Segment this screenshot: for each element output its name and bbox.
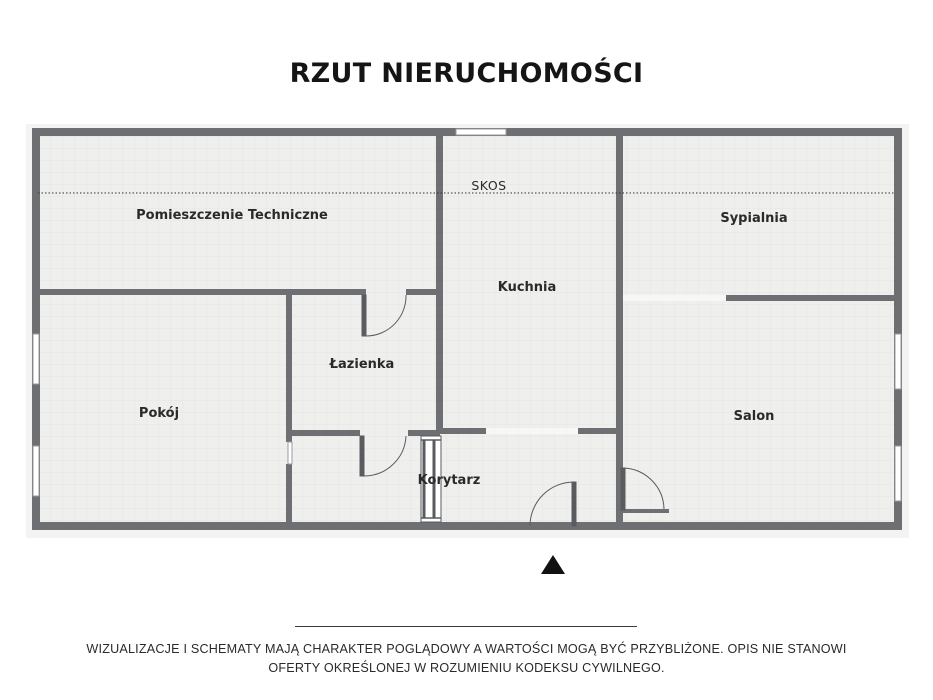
room-label-pokoj: Pokój [138,406,180,421]
page-title: RZUT NIERUCHOMOŚCI [289,58,644,89]
disclaimer [30,640,903,678]
room-label-kitchen: Kuchnia [497,280,557,295]
window-kitchen [456,129,506,135]
room-label-bedroom: Sypialnia [720,211,788,226]
window-salon-1 [895,334,901,389]
room-label-bathroom: Łazienka [329,357,395,372]
disclaimer-line-1: WIZUALIZACJE I SCHEMATY MAJĄ CHARAKTER POGLĄDOWY A WARTOŚCI MOGĄ BYĆ PRZYBLIŻONE. OPIS NIE STANOWI [86,642,847,656]
skos-label: SKOS [471,178,507,193]
floor-plan-drawing [26,124,909,538]
window-salon-2 [895,446,901,501]
opening-pokoj [288,442,292,464]
disclaimer-line-2: OFERTY OKREŚLONEJ W ROZUMIENIU KODEKSU CYWILNEGO. [268,661,665,675]
window-pokoj-1 [33,334,39,384]
divider [295,626,637,627]
window-pokoj-2 [33,446,39,496]
room-label-technical: Pomieszczenie Techniczne [136,208,328,223]
floor-plan [26,124,909,538]
room-label-salon: Salon [733,409,775,424]
room-label-corridor: Korytarz [417,473,481,488]
entrance-arrow-icon [541,555,565,574]
